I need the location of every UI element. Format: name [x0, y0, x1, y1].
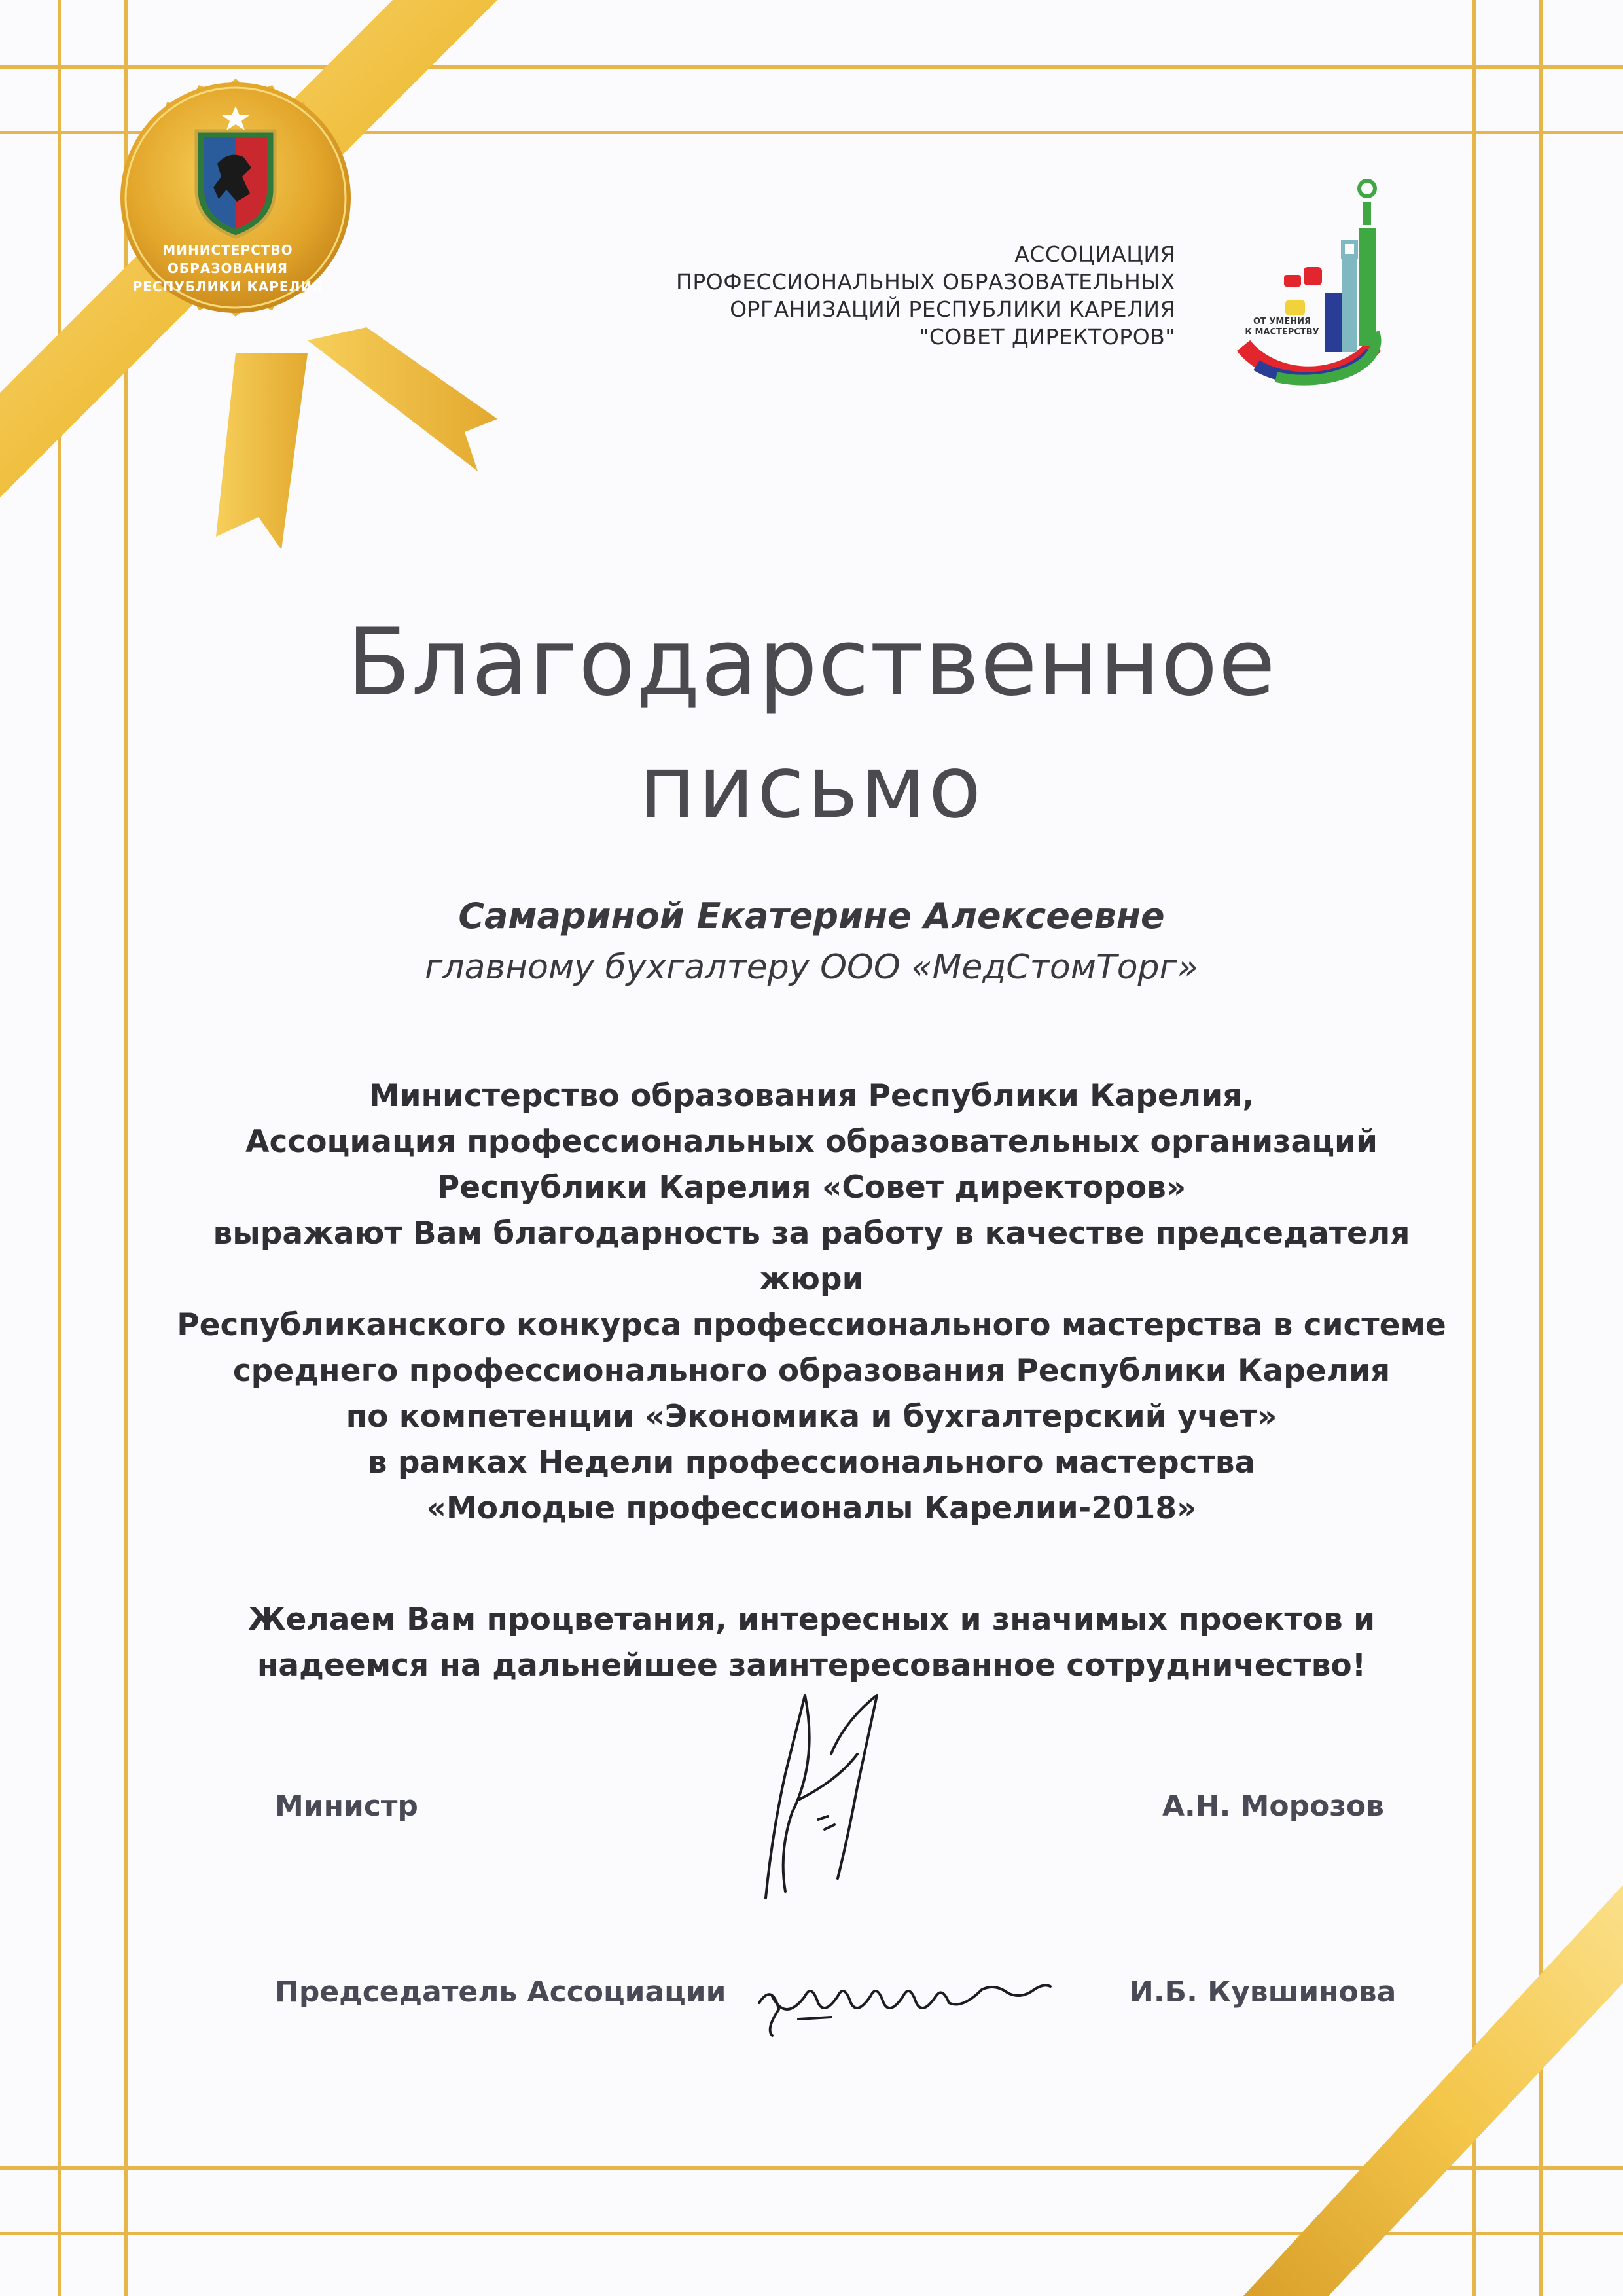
body-line: выражают Вам благодарность за работу в качестве председателя — [213, 1215, 1410, 1251]
body-line: Министерство образования Республики Карелия, — [368, 1078, 1255, 1114]
association-header — [676, 241, 1175, 351]
association-line-1: АССОЦИАЦИЯ — [1014, 242, 1175, 267]
wish-line: Желаем Вам процветания, интересных и значимых проектов и — [247, 1602, 1376, 1638]
logo-caption-line1: ОТ УМЕНИЯ — [1253, 317, 1311, 327]
logo-caption — [1240, 317, 1325, 338]
chair-title: Председатель Ассоциации — [275, 1975, 726, 2009]
document-title-line2: письмо — [639, 737, 984, 838]
association-line-2: ПРОФЕССИОНАЛЬНЫХ ОБРАЗОВАТЕЛЬНЫХ — [676, 269, 1175, 295]
document-title-line1: Благодарственное — [347, 609, 1276, 717]
main-body-text — [0, 1073, 1623, 1532]
association-line-4: "СОВЕТ ДИРЕКТОРОВ" — [919, 324, 1175, 350]
recipient-role: главному бухгалтеру ООО «МедСтомТорг» — [425, 948, 1198, 987]
body-line: «Молодые профессионалы Карелии-2018» — [426, 1490, 1197, 1526]
minister-name: А.Н. Морозов — [1162, 1789, 1385, 1823]
body-line: среднего профессионального образования Республики Карелия — [232, 1353, 1391, 1389]
minister-title: Министр — [275, 1789, 418, 1823]
chair-name: И.Б. Кувшинова — [1130, 1975, 1397, 2009]
corner-ribbon-bottom-right — [1243, 1885, 1623, 2296]
seal-caption-line3: РЕСПУБЛИКИ КАРЕЛИЯ — [132, 279, 323, 295]
seal-caption — [110, 241, 346, 296]
body-line: по компетенции «Экономика и бухгалтерский учет» — [346, 1399, 1277, 1435]
chair-signature — [746, 1957, 1060, 2042]
recipient-name: Самариной Екатерине Алексеевне — [458, 895, 1165, 937]
body-line: Ассоциация профессиональных образовательных организаций — [245, 1124, 1378, 1160]
logo-caption-line2: К МАСТЕРСТВУ — [1245, 327, 1319, 337]
wish-line: надеемся на дальнейшее заинтересованное сотрудничество! — [257, 1647, 1366, 1683]
association-line-3: ОРГАНИЗАЦИЙ РЕСПУБЛИКИ КАРЕЛИЯ — [730, 296, 1175, 322]
ministry-seal — [65, 65, 406, 406]
minister-signature — [707, 1682, 916, 1918]
body-line: Республики Карелия «Совет директоров» — [437, 1170, 1186, 1206]
body-line: Республиканского конкурса профессионального мастерства в системе — [177, 1307, 1446, 1343]
body-line: в рамках Недели профессионального мастерства — [367, 1444, 1256, 1480]
wish-text — [0, 1597, 1623, 1689]
seal-caption-line1: МИНИСТЕРСТВО — [162, 242, 293, 258]
seal-caption-line2: ОБРАЗОВАНИЯ — [167, 260, 289, 276]
body-line: жюри — [759, 1261, 864, 1297]
association-logo — [1230, 169, 1394, 418]
